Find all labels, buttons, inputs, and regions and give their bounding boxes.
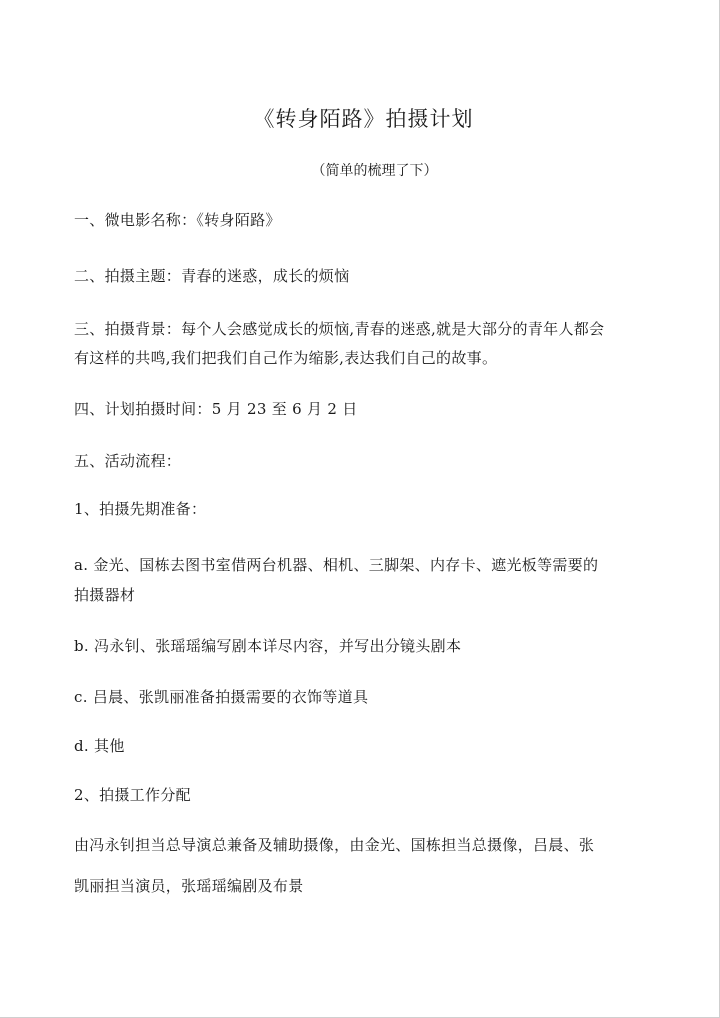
item-prep-c: c. 吕晨、张凯丽准备拍摄需要的衣饰等道具	[74, 688, 369, 706]
item-assign-line1: 由冯永钊担当总导演总兼备及辅助摄像，由金光、国栋担当总摄像，吕晨、张	[74, 836, 595, 854]
item-background-line1: 三、拍摄背景：每个人会感觉成长的烦恼,青春的迷惑,就是大部分的青年人都会	[74, 320, 605, 338]
item-prep-d: d. 其他	[74, 737, 125, 755]
document-subtitle: （简单的梳理了下）	[311, 163, 438, 179]
item-assign-heading: 2、拍摄工作分配	[74, 786, 191, 804]
item-schedule: 四、计划拍摄时间：5 月 23 至 6 月 2 日	[74, 400, 358, 418]
item-prep-b: b. 冯永钊、张瑶瑶编写剧本详尽内容，并写出分镜头剧本	[74, 637, 462, 655]
document-title: 《转身陌路》拍摄计划	[253, 107, 474, 131]
item-film-name: 一、微电影名称：《转身陌路》	[74, 211, 281, 229]
item-theme: 二、拍摄主题：青春的迷惑，成长的烦恼	[74, 267, 350, 285]
item-assign-line2: 凯丽担当演员，张瑶瑶编剧及布景	[74, 877, 304, 895]
item-process-heading: 五、活动流程：	[74, 452, 182, 470]
item-background-line2: 有这样的共鸣,我们把我们自己作为缩影,表达我们自己的故事。	[74, 349, 498, 367]
item-prep-heading: 1、拍摄先期准备：	[74, 500, 207, 518]
item-prep-a-line1: a. 金光、国栋去图书室借两台机器、相机、三脚架、内存卡、遮光板等需要的	[74, 556, 599, 574]
item-prep-a-line2: 拍摄器材	[74, 586, 136, 604]
